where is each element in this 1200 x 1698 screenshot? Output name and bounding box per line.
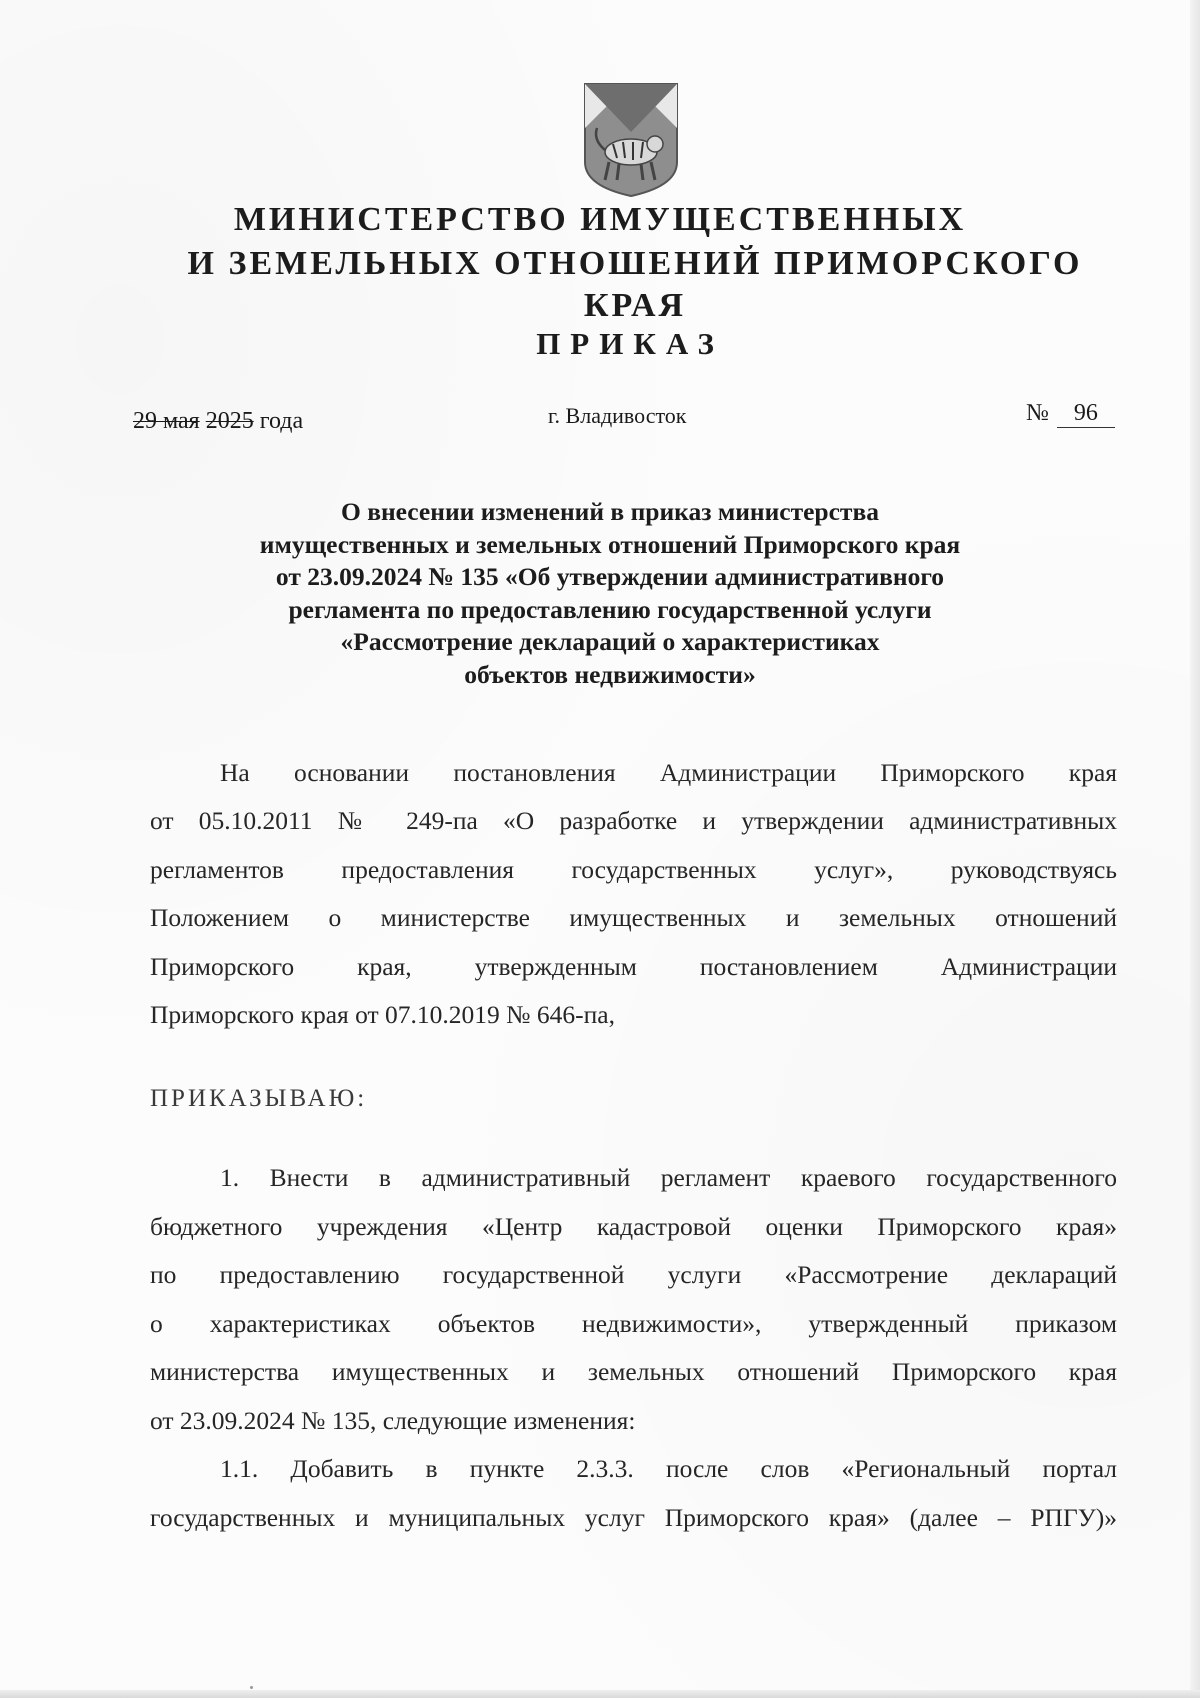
date-suffix: года	[259, 408, 304, 434]
order-word: ПРИКАЗЫВАЮ:	[150, 1085, 368, 1112]
document-date	[133, 408, 303, 435]
ministry-name-line2: И ЗЕМЕЛЬНЫХ ОТНОШЕНИЙ ПРИМОРСКОГО КРАЯ	[187, 245, 1083, 324]
preamble-line: от 05.10.2011 № 249-па «О разработке и утверждении административных	[150, 806, 1117, 835]
document-city: г. Владивосток	[548, 403, 687, 428]
date-day-month: 29 мая	[133, 408, 200, 434]
page-edge-shadow-bottom	[0, 1690, 1200, 1698]
document-type: ПРИКАЗ	[536, 326, 724, 361]
number-value: 96	[1057, 400, 1115, 428]
preamble-line: Приморского края от 07.10.2019 № 646-па,	[150, 1000, 615, 1029]
title-line: «Рассмотрение деклараций о характеристиках	[340, 627, 880, 656]
date-year: 2025	[205, 408, 254, 434]
clause-line: от 23.09.2024 № 135, следующие изменения:	[150, 1406, 636, 1435]
scan-speck	[250, 1686, 253, 1689]
subclause-line: государственных и муниципальных услуг Приморского края» (далее – РПГУ)»	[150, 1503, 1117, 1532]
title-line: имущественных и земельных отношений Приморского края	[259, 529, 961, 559]
title-line: регламента по предоставлению государственной услуги	[288, 594, 932, 624]
document-number	[1026, 400, 1115, 428]
title-line: О внесении изменений в приказ министерства	[341, 497, 879, 526]
coat-of-arms-emblem	[583, 82, 679, 198]
ministry-name-line1: МИНИСТЕРСТВО ИМУЩЕСТВЕННЫХ	[233, 201, 967, 238]
clause-line: бюджетного учреждения «Центр кадастровой оценки Приморского края»	[150, 1212, 1117, 1241]
document-title	[200, 496, 1020, 691]
preamble-line: регламентов предоставления государственных услуг», руководствуясь	[150, 855, 1117, 884]
title-line: от 23.09.2024 № 135 «Об утверждении административного	[275, 562, 945, 591]
number-label: №	[1026, 400, 1049, 426]
subclause-line: 1.1. Добавить в пункте 2.3.3. после слов «Региональный портал	[220, 1454, 1117, 1483]
clause-line: 1. Внести в административный регламент краевого государственного	[220, 1163, 1117, 1192]
page-edge-shadow	[1190, 0, 1200, 1698]
clause-line: по предоставлению государственной услуги «Рассмотрение деклараций	[150, 1260, 1117, 1289]
clause-line: министерства имущественных и земельных отношений Приморского края	[150, 1357, 1117, 1386]
title-line: объектов недвижимости»	[464, 659, 756, 689]
clause-line: о характеристиках объектов недвижимости», утвержденный приказом	[150, 1309, 1117, 1338]
preamble-line: Положением о министерстве имущественных и земельных отношений	[150, 903, 1117, 932]
preamble-line: На основании постановления Администрации Приморского края	[220, 758, 1117, 787]
preamble-line: Приморского края, утвержденным постановлением Администрации	[150, 952, 1117, 981]
